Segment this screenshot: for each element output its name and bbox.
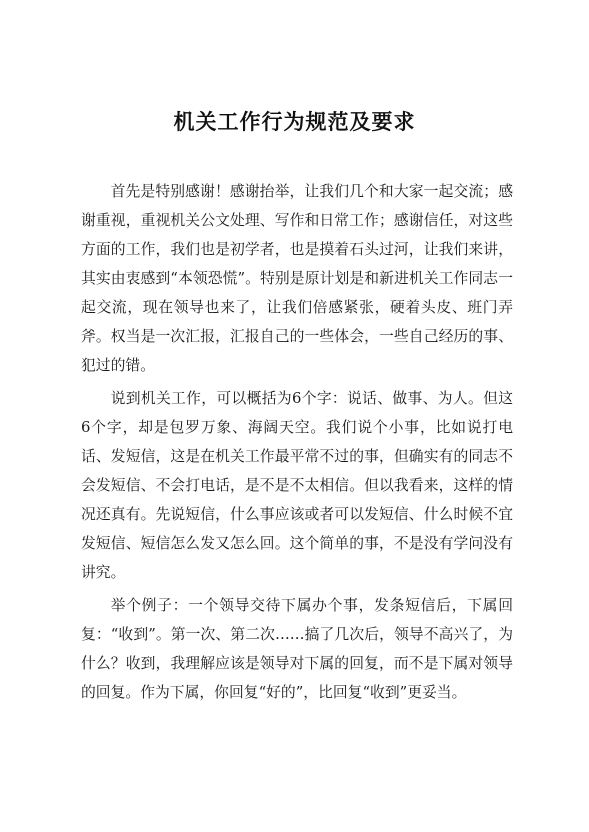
paragraph-1: 首先是特别感谢！感谢抬举，让我们几个和大家一起交流；感谢重视，重视机关公文处理、写作和日常工作；感谢信任，对这些方面的工作，我们也是初学者，也是摸着石头过河，让我们来讲，其实由衷感到“本领恐慌”。特别是原计划是和新进机关工作同志一起交流，现在领导也来了，让我们倍感紧张，硬着头皮、班门弄斧。权当是一次汇报，汇报自己的一些体会，一些自己经历的事、犯过的错。 — [81, 183, 513, 374]
document-body — [81, 177, 513, 711]
paragraph-2: 说到机关工作，可以概括为6个字：说话、做事、为人。但这6个字，却是包罗万象、海阔天空。我们说个小事，比如说打电话、发短信，这是在机关工作最平常不过的事，但确实有的同志不会发短信、不会打电话，是不是不太相信。但以我看来，这样的情况还真有。先说短信，什么事应该或者可以发短信、什么时候不宜发短信、短信怎么发又怎么回。这个简单的事，不是没有学问没有讲究。 — [81, 390, 513, 581]
paragraph-3: 举个例子：一个领导交待下属办个事，发条短信后，下属回复：“收到”。第一次、第二次……搞了几次后，领导不高兴了，为什么？收到，我理解应该是领导对下属的回复，而不是下属对领导的回复。作为下属，你回复“好的”，比回复“收到”更妥当。 — [81, 597, 513, 701]
document-title: 机关工作行为规范及要求 — [173, 110, 416, 134]
